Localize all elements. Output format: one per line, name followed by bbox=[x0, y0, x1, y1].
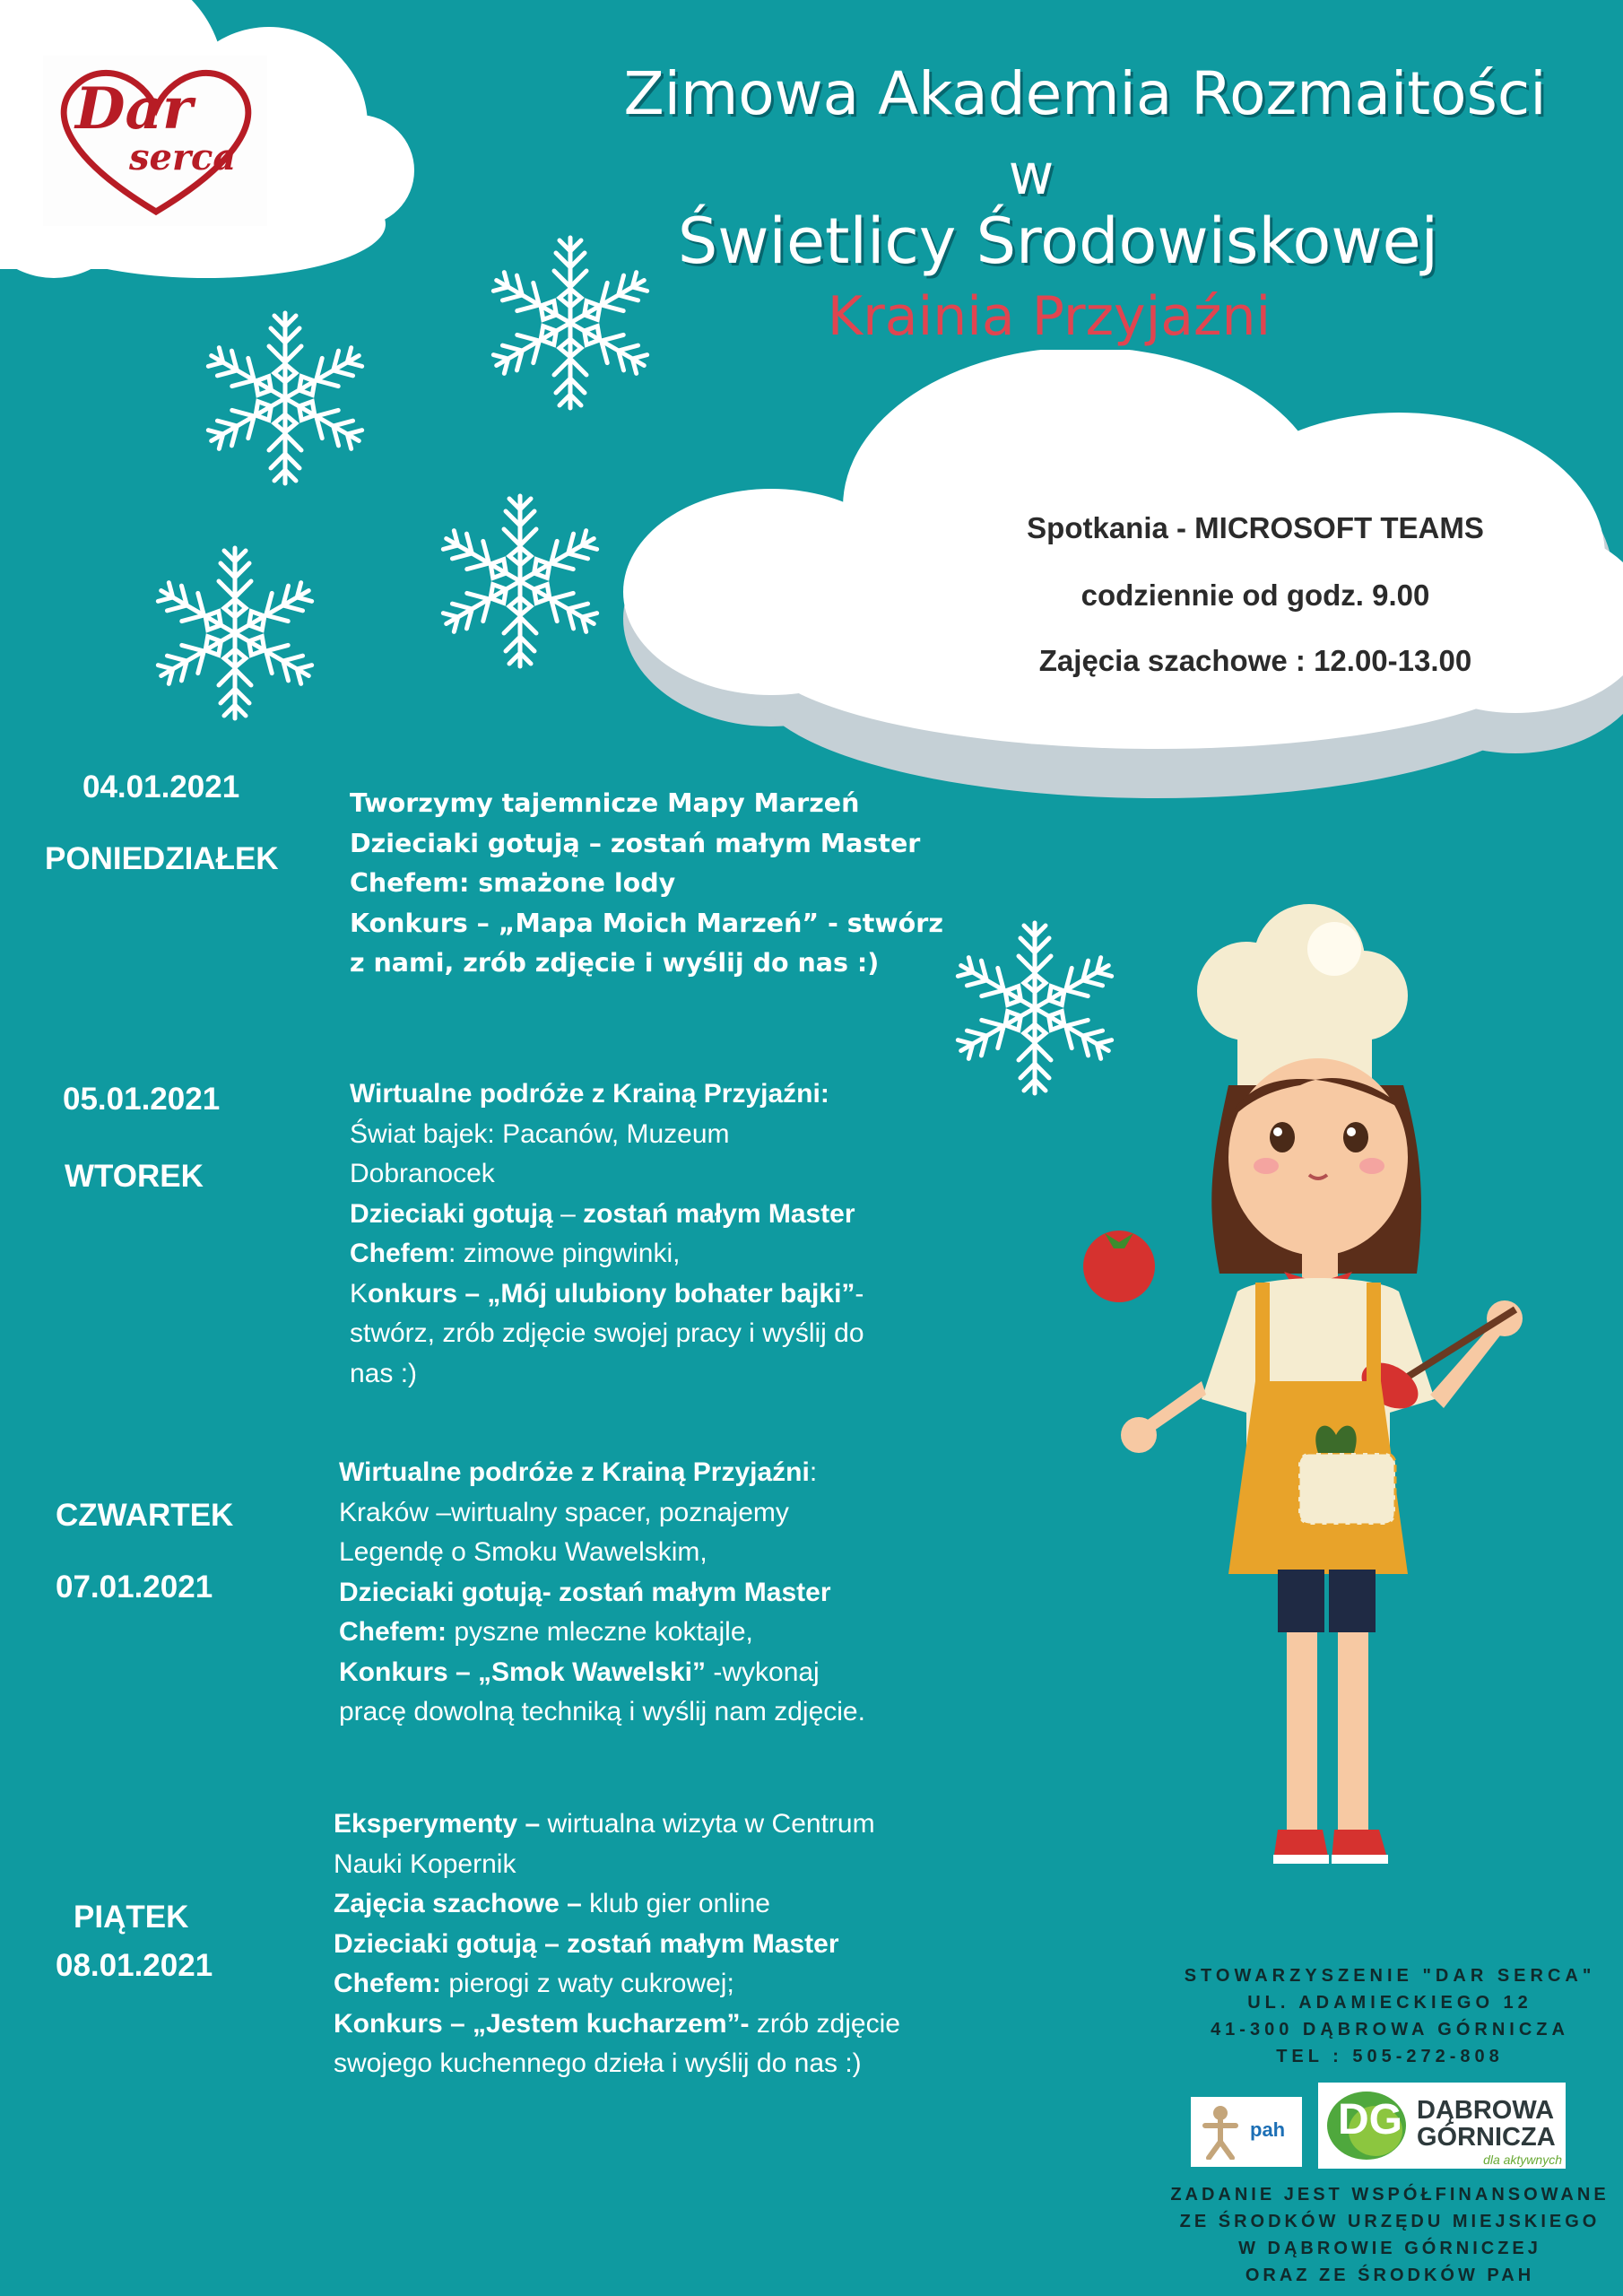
address-line: STOWARZYSZENIE "DAR SERCA" bbox=[1184, 1966, 1596, 1986]
activity-line: pracę dowolną techniką i wyślij nam zdjęcie. bbox=[339, 1697, 865, 1726]
funding-note-line: W DĄBROWIE GÓRNICZEJ bbox=[1238, 2239, 1541, 2258]
date-monday: 04.01.2021 bbox=[82, 770, 240, 804]
weekday-friday: PIĄTEK bbox=[74, 1900, 189, 1935]
pah-logo-text: pah bbox=[1250, 2118, 1286, 2141]
chef-girl-illustration bbox=[1049, 897, 1587, 1892]
activity-line: Chefem: pierogi z waty cukrowej; bbox=[334, 1969, 734, 1998]
snowflake-icon bbox=[438, 496, 603, 666]
logo-text-serca: serca bbox=[129, 136, 237, 178]
city-name bbox=[1417, 2097, 1556, 2151]
activities-friday bbox=[334, 1805, 900, 2084]
address-line: UL. ADAMIECKIEGO 12 bbox=[1247, 1993, 1532, 2013]
weekday-monday: PONIEDZIAŁEK bbox=[45, 841, 279, 876]
dabrowa-gornicza-logo bbox=[1318, 2083, 1566, 2169]
address-line: 41-300 DĄBROWA GÓRNICZA bbox=[1211, 2020, 1569, 2039]
weekday-thursday: CZWARTEK bbox=[56, 1498, 234, 1533]
activity-line: Dzieciaki gotują – zostań małym Master bbox=[350, 828, 921, 858]
activity-line: Nauki Kopernik bbox=[334, 1848, 516, 1879]
activity-line: Konkurs – „Jestem kucharzem”- zrób zdjęcie bbox=[334, 2008, 900, 2039]
pah-logo bbox=[1191, 2097, 1302, 2167]
activity-line: swojego kuchennego dzieła i wyślij do nas :) bbox=[334, 2048, 862, 2078]
activity-line: stwórz, zrób zdjęcie swojej pracy i wyślij do bbox=[350, 1318, 864, 1348]
activity-line: Chefem: pyszne mleczne koktajle, bbox=[339, 1617, 753, 1647]
activity-line: Wirtualne podróże z Krainą Przyjaźni: bbox=[350, 1079, 829, 1109]
activities-monday bbox=[350, 784, 943, 984]
activity-line: Dzieciaki gotują- zostań małym Master bbox=[339, 1577, 831, 1607]
funding-note-line: ORAZ ZE ŚRODKÓW PAH bbox=[1245, 2266, 1535, 2285]
logo-text-dar: Dar bbox=[75, 75, 193, 143]
snowflake-icon bbox=[153, 548, 317, 718]
date-tuesday: 05.01.2021 bbox=[63, 1082, 221, 1117]
address-line: TEL : 505-272-808 bbox=[1276, 2047, 1504, 2066]
activity-line: Chefem: zimowe pingwinki, bbox=[350, 1239, 681, 1268]
title-line-2: w bbox=[1008, 142, 1055, 207]
weekday-tuesday: WTOREK bbox=[65, 1159, 204, 1194]
activity-line: Tworzymy tajemnicze Mapy Marzeń bbox=[350, 788, 860, 818]
activity-line: Wirtualne podróże z Krainą Przyjaźni: bbox=[339, 1457, 818, 1487]
activities-thursday bbox=[339, 1453, 865, 1733]
city-name-line: GÓRNICZA bbox=[1417, 2123, 1556, 2152]
activity-line: Świat bajek: Pacanów, Muzeum bbox=[350, 1118, 730, 1149]
city-tagline: dla aktywnych bbox=[1483, 2152, 1562, 2167]
cloud-chess: Zajęcia szachowe : 12.00-13.00 bbox=[1038, 644, 1472, 677]
funding-note bbox=[1166, 2181, 1614, 2289]
city-name-line: DĄBROWA bbox=[1417, 2096, 1555, 2125]
activities-tuesday bbox=[350, 1074, 864, 1394]
cloud-meetings: Spotkania - MICROSOFT TEAMS bbox=[1027, 511, 1484, 544]
cloud-daily: codziennie od godz. 9.00 bbox=[1081, 578, 1430, 612]
date-friday: 08.01.2021 bbox=[56, 1948, 213, 1983]
date-thursday: 07.01.2021 bbox=[56, 1570, 213, 1605]
dg-mark: DG bbox=[1338, 2096, 1402, 2144]
activity-line: Dzieciaki gotują – zostań małym Master bbox=[350, 1198, 855, 1229]
activity-line: Chefem: smażone lody bbox=[350, 868, 676, 898]
activity-line: Dzieciaki gotują – zostań małym Master bbox=[334, 1928, 839, 1959]
association-address bbox=[1166, 1962, 1614, 2070]
title-line-1: Zimowa Akademia Rozmaitości bbox=[623, 59, 1547, 128]
activity-line: Konkurs – „Mój ulubiony bohater bajki”- bbox=[350, 1278, 864, 1309]
activity-line: Dobranocek bbox=[350, 1159, 495, 1188]
activity-line: Legendę o Smoku Wawelskim, bbox=[339, 1537, 707, 1567]
activity-line: z nami, zrób zdjęcie i wyślij do nas :) bbox=[350, 948, 880, 978]
activity-line: nas :) bbox=[350, 1358, 418, 1388]
activity-line: Kraków –wirtualny spacer, poznajemy bbox=[339, 1497, 789, 1527]
activity-line: Zajęcia szachowe – klub gier online bbox=[334, 1889, 770, 1918]
title-line-4: Krainia Przyjaźni bbox=[827, 285, 1271, 348]
figure-icon bbox=[1198, 2104, 1243, 2160]
snowflake-icon bbox=[204, 313, 368, 483]
title-line-3: Świetlicy Środowiskowej bbox=[677, 204, 1439, 278]
funding-note-line: ZADANIE JEST WSPÓŁFINANSOWANE bbox=[1170, 2185, 1610, 2205]
funding-note-line: ZE ŚRODKÓW URZĘDU MIEJSKIEGO bbox=[1179, 2212, 1601, 2231]
activity-line: Eksperymenty – wirtualna wizyta w Centrum bbox=[334, 1809, 875, 1839]
activity-line: Konkurs – „Smok Wawelski” -wykonaj bbox=[339, 1657, 820, 1687]
activity-line: Konkurs – „Mapa Moich Marzeń” - stwórz bbox=[350, 908, 943, 938]
